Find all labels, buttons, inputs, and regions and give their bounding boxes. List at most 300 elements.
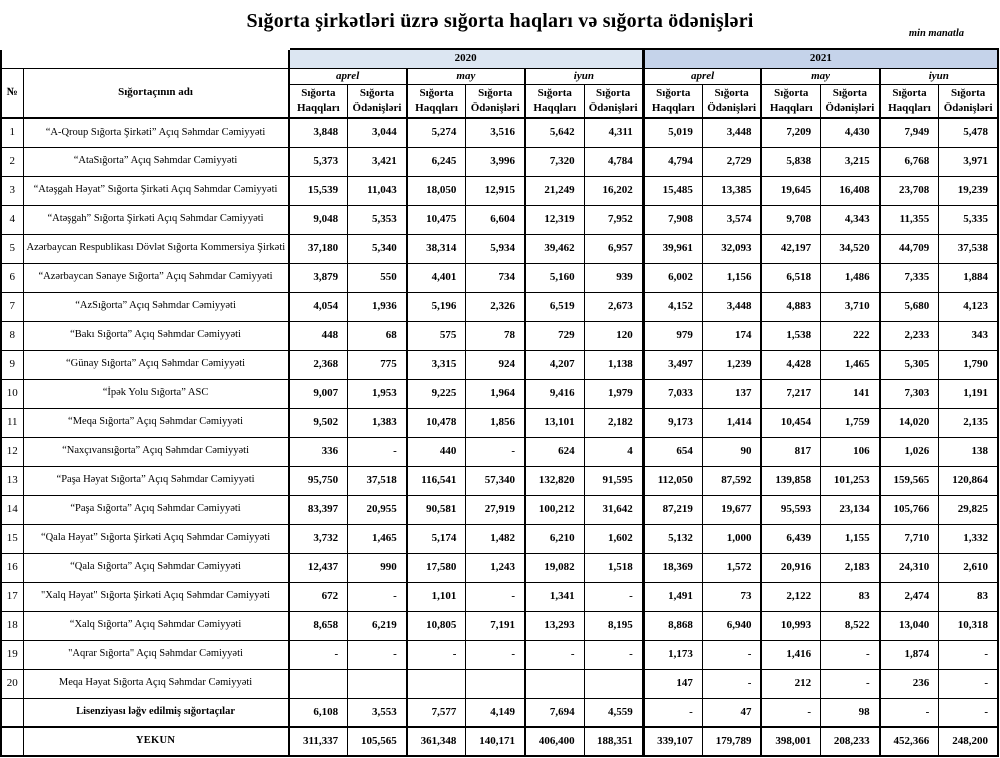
value-cell: 5,478: [939, 118, 998, 147]
table-row: [1, 147, 998, 176]
table-row: [1, 611, 998, 640]
value-cell: 2,183: [821, 553, 880, 582]
value-cell: 1,518: [584, 553, 643, 582]
col-header-premiums: Sığorta Haqqları: [880, 84, 939, 118]
row-number: [1, 698, 23, 727]
insurer-name: "Aqrar Sığorta" Açıq Səhmdar Cəmiyyəti: [23, 640, 289, 669]
value-cell: 14,020: [880, 408, 939, 437]
value-cell: 11,043: [348, 176, 407, 205]
value-cell: 38,314: [407, 234, 466, 263]
value-cell: 3,516: [466, 118, 525, 147]
value-cell: 7,335: [880, 263, 939, 292]
value-cell: 17,580: [407, 553, 466, 582]
insurer-name: Meqa Həyat Sığorta Açıq Səhmdar Cəmiyyəti: [23, 669, 289, 698]
value-cell: 98: [821, 698, 880, 727]
value-cell: -: [821, 640, 880, 669]
row-number: 20: [1, 669, 23, 698]
value-cell: -: [348, 582, 407, 611]
col-header-insurer-name: Sığortaçının adı: [23, 68, 289, 118]
value-cell: 6,245: [407, 147, 466, 176]
value-cell: 5,680: [880, 292, 939, 321]
value-cell: 1,000: [702, 524, 761, 553]
value-cell: 1,243: [466, 553, 525, 582]
value-cell: 4,784: [584, 147, 643, 176]
insurer-name: “Xalq Sığorta” Açıq Səhmdar Cəmiyyəti: [23, 611, 289, 640]
value-cell: 105,565: [348, 727, 407, 756]
insurer-name: “Günay Sığorta” Açıq Səhmdar Cəmiyyəti: [23, 350, 289, 379]
value-cell: 208,233: [821, 727, 880, 756]
value-cell: 1,101: [407, 582, 466, 611]
value-cell: 90: [702, 437, 761, 466]
value-cell: [466, 669, 525, 698]
table-row: [1, 582, 998, 611]
value-cell: -: [584, 640, 643, 669]
value-cell: 15,539: [289, 176, 348, 205]
value-cell: 550: [348, 263, 407, 292]
value-cell: 37,518: [348, 466, 407, 495]
row-number: 8: [1, 321, 23, 350]
value-cell: 29,825: [939, 495, 998, 524]
col-header-premiums: Sığorta Haqqları: [289, 84, 348, 118]
value-cell: 4,152: [643, 292, 702, 321]
value-cell: 7,303: [880, 379, 939, 408]
month-header-2021-may: may: [761, 68, 879, 84]
month-header-row: [1, 68, 998, 84]
value-cell: 87,219: [643, 495, 702, 524]
table-row: [1, 466, 998, 495]
value-cell: 3,215: [821, 147, 880, 176]
month-header-2020-may: may: [407, 68, 525, 84]
value-cell: 5,642: [525, 118, 584, 147]
value-cell: 4,430: [821, 118, 880, 147]
value-cell: 775: [348, 350, 407, 379]
table-row: [1, 350, 998, 379]
value-cell: 361,348: [407, 727, 466, 756]
value-cell: 2,474: [880, 582, 939, 611]
value-cell: 47: [702, 698, 761, 727]
value-cell: 10,318: [939, 611, 998, 640]
table-row: [1, 640, 998, 669]
table-row: [1, 553, 998, 582]
value-cell: 1,790: [939, 350, 998, 379]
value-cell: 9,708: [761, 205, 820, 234]
insurer-name: “AzSığorta” Açıq Səhmdar Cəmiyyəti: [23, 292, 289, 321]
value-cell: 10,805: [407, 611, 466, 640]
value-cell: [289, 669, 348, 698]
value-cell: 7,577: [407, 698, 466, 727]
row-number: 11: [1, 408, 23, 437]
value-cell: 406,400: [525, 727, 584, 756]
value-cell: 4,559: [584, 698, 643, 727]
value-cell: 4,883: [761, 292, 820, 321]
month-header-2020-iyun: iyun: [525, 68, 643, 84]
value-cell: [584, 669, 643, 698]
value-cell: -: [761, 698, 820, 727]
header-top-mask: [2, 46, 286, 50]
value-cell: 1,155: [821, 524, 880, 553]
insurer-name: “Paşa Sığorta” Açıq Səhmdar Cəmiyyəti: [23, 495, 289, 524]
col-header-payments: Sığorta Ödənişləri: [939, 84, 998, 118]
value-cell: 141: [821, 379, 880, 408]
value-cell: 101,253: [821, 466, 880, 495]
value-cell: 19,239: [939, 176, 998, 205]
value-cell: 27,919: [466, 495, 525, 524]
value-cell: 120: [584, 321, 643, 350]
value-cell: 343: [939, 321, 998, 350]
value-cell: 9,048: [289, 205, 348, 234]
value-cell: 1,759: [821, 408, 880, 437]
value-cell: 7,949: [880, 118, 939, 147]
value-cell: -: [702, 669, 761, 698]
value-cell: -: [939, 640, 998, 669]
value-cell: 8,522: [821, 611, 880, 640]
value-cell: 5,838: [761, 147, 820, 176]
row-number: 5: [1, 234, 23, 263]
header-spacer: [1, 49, 289, 68]
value-cell: 7,033: [643, 379, 702, 408]
value-cell: 1,465: [348, 524, 407, 553]
value-cell: 6,002: [643, 263, 702, 292]
row-number: 7: [1, 292, 23, 321]
value-cell: 39,462: [525, 234, 584, 263]
table-row: [1, 292, 998, 321]
value-cell: -: [466, 437, 525, 466]
row-number: 2: [1, 147, 23, 176]
value-cell: 78: [466, 321, 525, 350]
value-cell: 4,428: [761, 350, 820, 379]
value-cell: 9,007: [289, 379, 348, 408]
value-cell: 3,710: [821, 292, 880, 321]
table-row: [1, 669, 998, 698]
value-cell: 95,750: [289, 466, 348, 495]
value-cell: 1,026: [880, 437, 939, 466]
value-cell: 120,864: [939, 466, 998, 495]
value-cell: 138: [939, 437, 998, 466]
col-header-payments: Sığorta Ödənişləri: [584, 84, 643, 118]
value-cell: 5,335: [939, 205, 998, 234]
value-cell: 939: [584, 263, 643, 292]
value-cell: [525, 669, 584, 698]
value-cell: 10,478: [407, 408, 466, 437]
value-cell: 147: [643, 669, 702, 698]
value-cell: 3,574: [702, 205, 761, 234]
value-cell: 7,952: [584, 205, 643, 234]
row-number: 13: [1, 466, 23, 495]
table-row: [1, 321, 998, 350]
col-header-payments: Sığorta Ödənişləri: [702, 84, 761, 118]
value-cell: 2,135: [939, 408, 998, 437]
value-cell: -: [525, 640, 584, 669]
total-row: [1, 727, 998, 756]
table-row: [1, 495, 998, 524]
month-header-2020-aprel: aprel: [289, 68, 407, 84]
value-cell: 37,538: [939, 234, 998, 263]
value-cell: 39,961: [643, 234, 702, 263]
value-cell: 624: [525, 437, 584, 466]
value-cell: 13,040: [880, 611, 939, 640]
insurer-name: "Xalq Həyat" Sığorta Şirkəti Açıq Səhmdar Cəmiyyəti: [23, 582, 289, 611]
value-cell: 1,964: [466, 379, 525, 408]
value-cell: 12,319: [525, 205, 584, 234]
value-cell: 1,341: [525, 582, 584, 611]
value-cell: 5,340: [348, 234, 407, 263]
value-cell: 24,310: [880, 553, 939, 582]
value-cell: 6,604: [466, 205, 525, 234]
value-cell: [348, 669, 407, 698]
value-cell: 100,212: [525, 495, 584, 524]
value-cell: 3,553: [348, 698, 407, 727]
value-cell: 1,884: [939, 263, 998, 292]
row-number: 6: [1, 263, 23, 292]
value-cell: 1,383: [348, 408, 407, 437]
insurer-name: YEKUN: [23, 727, 289, 756]
value-cell: 18,369: [643, 553, 702, 582]
row-number: 4: [1, 205, 23, 234]
table-row: [1, 263, 998, 292]
value-cell: 16,202: [584, 176, 643, 205]
value-cell: [407, 669, 466, 698]
value-cell: 4,054: [289, 292, 348, 321]
value-cell: 7,694: [525, 698, 584, 727]
value-cell: -: [643, 698, 702, 727]
value-cell: 179,789: [702, 727, 761, 756]
value-cell: 222: [821, 321, 880, 350]
value-cell: 7,217: [761, 379, 820, 408]
value-cell: 4,207: [525, 350, 584, 379]
value-cell: 91,595: [584, 466, 643, 495]
value-cell: 9,502: [289, 408, 348, 437]
value-cell: 23,708: [880, 176, 939, 205]
value-cell: 140,171: [466, 727, 525, 756]
month-header-2021-iyun: iyun: [880, 68, 998, 84]
value-cell: 18,050: [407, 176, 466, 205]
value-cell: 19,645: [761, 176, 820, 205]
value-cell: 1,491: [643, 582, 702, 611]
value-cell: 398,001: [761, 727, 820, 756]
value-cell: 2,368: [289, 350, 348, 379]
value-cell: 106: [821, 437, 880, 466]
value-cell: 5,373: [289, 147, 348, 176]
value-cell: 654: [643, 437, 702, 466]
col-header-premiums: Sığorta Haqqları: [407, 84, 466, 118]
value-cell: 734: [466, 263, 525, 292]
value-cell: 13,293: [525, 611, 584, 640]
value-cell: 1,332: [939, 524, 998, 553]
insurance-table: [0, 48, 999, 757]
value-cell: 1,465: [821, 350, 880, 379]
value-cell: -: [407, 640, 466, 669]
value-cell: 23,134: [821, 495, 880, 524]
value-cell: 1,572: [702, 553, 761, 582]
insurer-name: “Qala Sığorta” Açıq Səhmdar Cəmiyyəti: [23, 553, 289, 582]
insurer-name: “Atəşgah Həyat” Sığorta Şirkəti Açıq Səhmdar Cəmiyyəti: [23, 176, 289, 205]
value-cell: 32,093: [702, 234, 761, 263]
value-cell: 4: [584, 437, 643, 466]
value-cell: 452,366: [880, 727, 939, 756]
value-cell: 5,305: [880, 350, 939, 379]
row-number: [1, 727, 23, 756]
value-cell: -: [939, 698, 998, 727]
value-cell: 1,486: [821, 263, 880, 292]
year-header-row: [1, 49, 998, 68]
value-cell: 1,191: [939, 379, 998, 408]
value-cell: 5,353: [348, 205, 407, 234]
value-cell: 5,132: [643, 524, 702, 553]
value-cell: -: [466, 582, 525, 611]
value-cell: 248,200: [939, 727, 998, 756]
value-cell: 236: [880, 669, 939, 698]
value-cell: 19,677: [702, 495, 761, 524]
row-number: 15: [1, 524, 23, 553]
value-cell: 339,107: [643, 727, 702, 756]
insurer-name: “Meqa Sığorta” Açıq Səhmdar Cəmiyyəti: [23, 408, 289, 437]
value-cell: 174: [702, 321, 761, 350]
row-number: 9: [1, 350, 23, 379]
value-cell: 83: [939, 582, 998, 611]
value-cell: 12,437: [289, 553, 348, 582]
value-cell: 137: [702, 379, 761, 408]
table-row: [1, 234, 998, 263]
value-cell: -: [821, 669, 880, 698]
value-cell: -: [289, 640, 348, 669]
value-cell: 73: [702, 582, 761, 611]
value-cell: 6,940: [702, 611, 761, 640]
value-cell: 5,934: [466, 234, 525, 263]
value-cell: 336: [289, 437, 348, 466]
year-2020-header: 2020: [289, 49, 644, 68]
row-number: 16: [1, 553, 23, 582]
row-number: 12: [1, 437, 23, 466]
value-cell: 1,979: [584, 379, 643, 408]
value-cell: 4,343: [821, 205, 880, 234]
value-cell: 3,879: [289, 263, 348, 292]
row-number: 19: [1, 640, 23, 669]
value-cell: 116,541: [407, 466, 466, 495]
value-cell: 34,520: [821, 234, 880, 263]
col-header-number: №: [1, 68, 23, 118]
value-cell: 10,993: [761, 611, 820, 640]
insurer-name: “AtaSığorta” Açıq Səhmdar Cəmiyyəti: [23, 147, 289, 176]
insurer-name: “Atəşgah” Sığorta Şirkəti Açıq Səhmdar Cəmiyyəti: [23, 205, 289, 234]
col-header-premiums: Sığorta Haqqları: [761, 84, 820, 118]
value-cell: 19,082: [525, 553, 584, 582]
value-cell: 188,351: [584, 727, 643, 756]
value-cell: 924: [466, 350, 525, 379]
table-row: [1, 437, 998, 466]
value-cell: 9,416: [525, 379, 584, 408]
value-cell: 1,138: [584, 350, 643, 379]
table-row: [1, 205, 998, 234]
value-cell: 3,044: [348, 118, 407, 147]
value-cell: 1,874: [880, 640, 939, 669]
value-cell: 132,820: [525, 466, 584, 495]
value-cell: 3,732: [289, 524, 348, 553]
insurer-name: “Naxçıvansığorta” Açıq Səhmdar Cəmiyyəti: [23, 437, 289, 466]
value-cell: 15,485: [643, 176, 702, 205]
insurer-name: “İpək Yolu Sığorta” ASC: [23, 379, 289, 408]
col-header-premiums: Sığorta Haqqları: [525, 84, 584, 118]
value-cell: 3,497: [643, 350, 702, 379]
value-cell: 9,225: [407, 379, 466, 408]
value-cell: 729: [525, 321, 584, 350]
value-cell: 4,311: [584, 118, 643, 147]
value-cell: 1,416: [761, 640, 820, 669]
value-cell: -: [348, 640, 407, 669]
value-cell: 9,173: [643, 408, 702, 437]
value-cell: -: [702, 640, 761, 669]
insurer-name: Azərbaycan Respublikası Dövlət Sığorta Kommersiya Şirkəti: [23, 234, 289, 263]
value-cell: 5,160: [525, 263, 584, 292]
month-header-2021-aprel: aprel: [643, 68, 761, 84]
value-cell: 6,768: [880, 147, 939, 176]
value-cell: 5,274: [407, 118, 466, 147]
table-row: [1, 118, 998, 147]
value-cell: 212: [761, 669, 820, 698]
value-cell: 87,592: [702, 466, 761, 495]
value-cell: 3,848: [289, 118, 348, 147]
value-cell: 1,173: [643, 640, 702, 669]
value-cell: 5,174: [407, 524, 466, 553]
value-cell: 3,448: [702, 292, 761, 321]
value-cell: 979: [643, 321, 702, 350]
value-cell: 6,108: [289, 698, 348, 727]
value-cell: 57,340: [466, 466, 525, 495]
value-cell: 7,908: [643, 205, 702, 234]
value-cell: 1,414: [702, 408, 761, 437]
value-cell: -: [880, 698, 939, 727]
value-cell: 4,794: [643, 147, 702, 176]
value-cell: 575: [407, 321, 466, 350]
value-cell: 13,385: [702, 176, 761, 205]
value-cell: 1,856: [466, 408, 525, 437]
table-header: [1, 49, 998, 118]
value-cell: 4,123: [939, 292, 998, 321]
value-cell: 7,209: [761, 118, 820, 147]
value-cell: 68: [348, 321, 407, 350]
value-cell: 6,219: [348, 611, 407, 640]
value-cell: 37,180: [289, 234, 348, 263]
year-2021-header: 2021: [643, 49, 998, 68]
col-header-premiums: Sığorta Haqqları: [643, 84, 702, 118]
col-header-payments: Sığorta Ödənişləri: [821, 84, 880, 118]
value-cell: 4,401: [407, 263, 466, 292]
value-cell: 2,729: [702, 147, 761, 176]
value-cell: 3,315: [407, 350, 466, 379]
value-cell: 1,239: [702, 350, 761, 379]
value-cell: 42,197: [761, 234, 820, 263]
value-cell: 10,475: [407, 205, 466, 234]
col-header-payments: Sığorta Ödənişləri: [466, 84, 525, 118]
value-cell: 2,326: [466, 292, 525, 321]
value-cell: 3,421: [348, 147, 407, 176]
row-number: 14: [1, 495, 23, 524]
value-cell: 112,050: [643, 466, 702, 495]
value-cell: 13,101: [525, 408, 584, 437]
value-cell: 5,019: [643, 118, 702, 147]
value-cell: 2,182: [584, 408, 643, 437]
value-cell: 2,610: [939, 553, 998, 582]
value-cell: 21,249: [525, 176, 584, 205]
value-cell: 6,519: [525, 292, 584, 321]
value-cell: 448: [289, 321, 348, 350]
value-cell: 4,149: [466, 698, 525, 727]
row-number: 17: [1, 582, 23, 611]
value-cell: -: [584, 582, 643, 611]
value-cell: 31,642: [584, 495, 643, 524]
value-cell: 1,482: [466, 524, 525, 553]
value-cell: 3,448: [702, 118, 761, 147]
value-cell: 817: [761, 437, 820, 466]
